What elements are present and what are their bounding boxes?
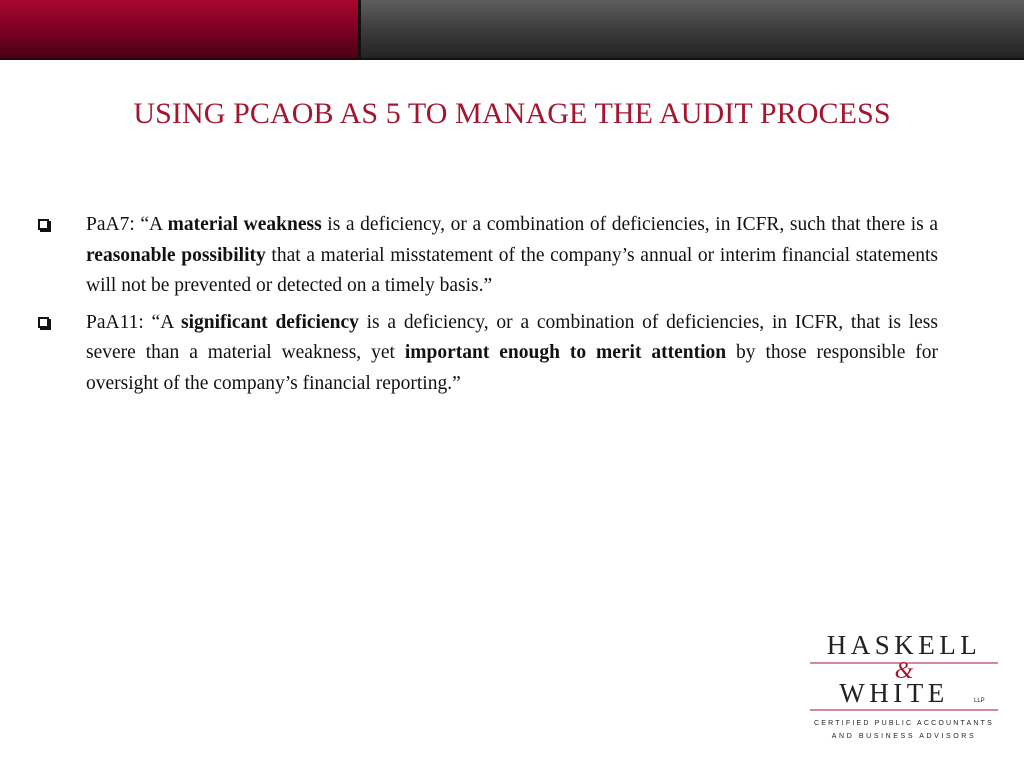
slide-title: USING PCAOB AS 5 TO MANAGE THE AUDIT PROCESS xyxy=(133,97,891,130)
bullet-list xyxy=(38,210,938,405)
logo-tagline1: CERTIFIED PUBLIC ACCOUNTANTS xyxy=(814,720,994,727)
header-bar xyxy=(0,0,1024,60)
bullet-text xyxy=(86,210,938,302)
bullet-term: significant deficiency xyxy=(181,311,359,333)
logo-tagline2: AND BUSINESS ADVISORS xyxy=(831,733,977,740)
logo-line2: WHITE xyxy=(839,678,949,708)
bullet-body: is a deficiency, or a combination of deficiencies, in ICFR, that is less severe than a material weakness, yet xyxy=(86,311,938,363)
bullet-body: is a deficiency, or a combination of deficiencies, in ICFR, such that there is a xyxy=(321,214,938,235)
bullet-lead: PaA11: “A xyxy=(86,311,181,333)
bullet-term: material weakness xyxy=(167,214,322,235)
bullet-text xyxy=(86,308,938,400)
bullet-body: that a material misstatement of the company’s annual or interim financial statements will not be prevented or detected on a timely basis.” xyxy=(86,244,939,296)
bullet-term: important enough to merit attention xyxy=(404,342,727,363)
logo-line1: HASKELL xyxy=(826,630,982,660)
logo-llp: LLP xyxy=(974,698,985,704)
bullet-body: by those responsible for oversight of the company’s financial reporting.” xyxy=(86,342,939,394)
haskell-white-logo xyxy=(806,626,1002,748)
bullet-item xyxy=(38,308,938,400)
bullet-term: reasonable possibility xyxy=(86,244,266,266)
header-bar-red-segment xyxy=(0,0,360,60)
bullet-item xyxy=(38,210,938,302)
logo-ampersand: & xyxy=(894,658,914,684)
checkbox-bullet-icon xyxy=(38,308,86,400)
bullet-lead: PaA7: “A xyxy=(86,214,168,235)
checkbox-bullet-icon xyxy=(38,210,86,302)
header-bar-dark-segment xyxy=(358,0,1024,60)
